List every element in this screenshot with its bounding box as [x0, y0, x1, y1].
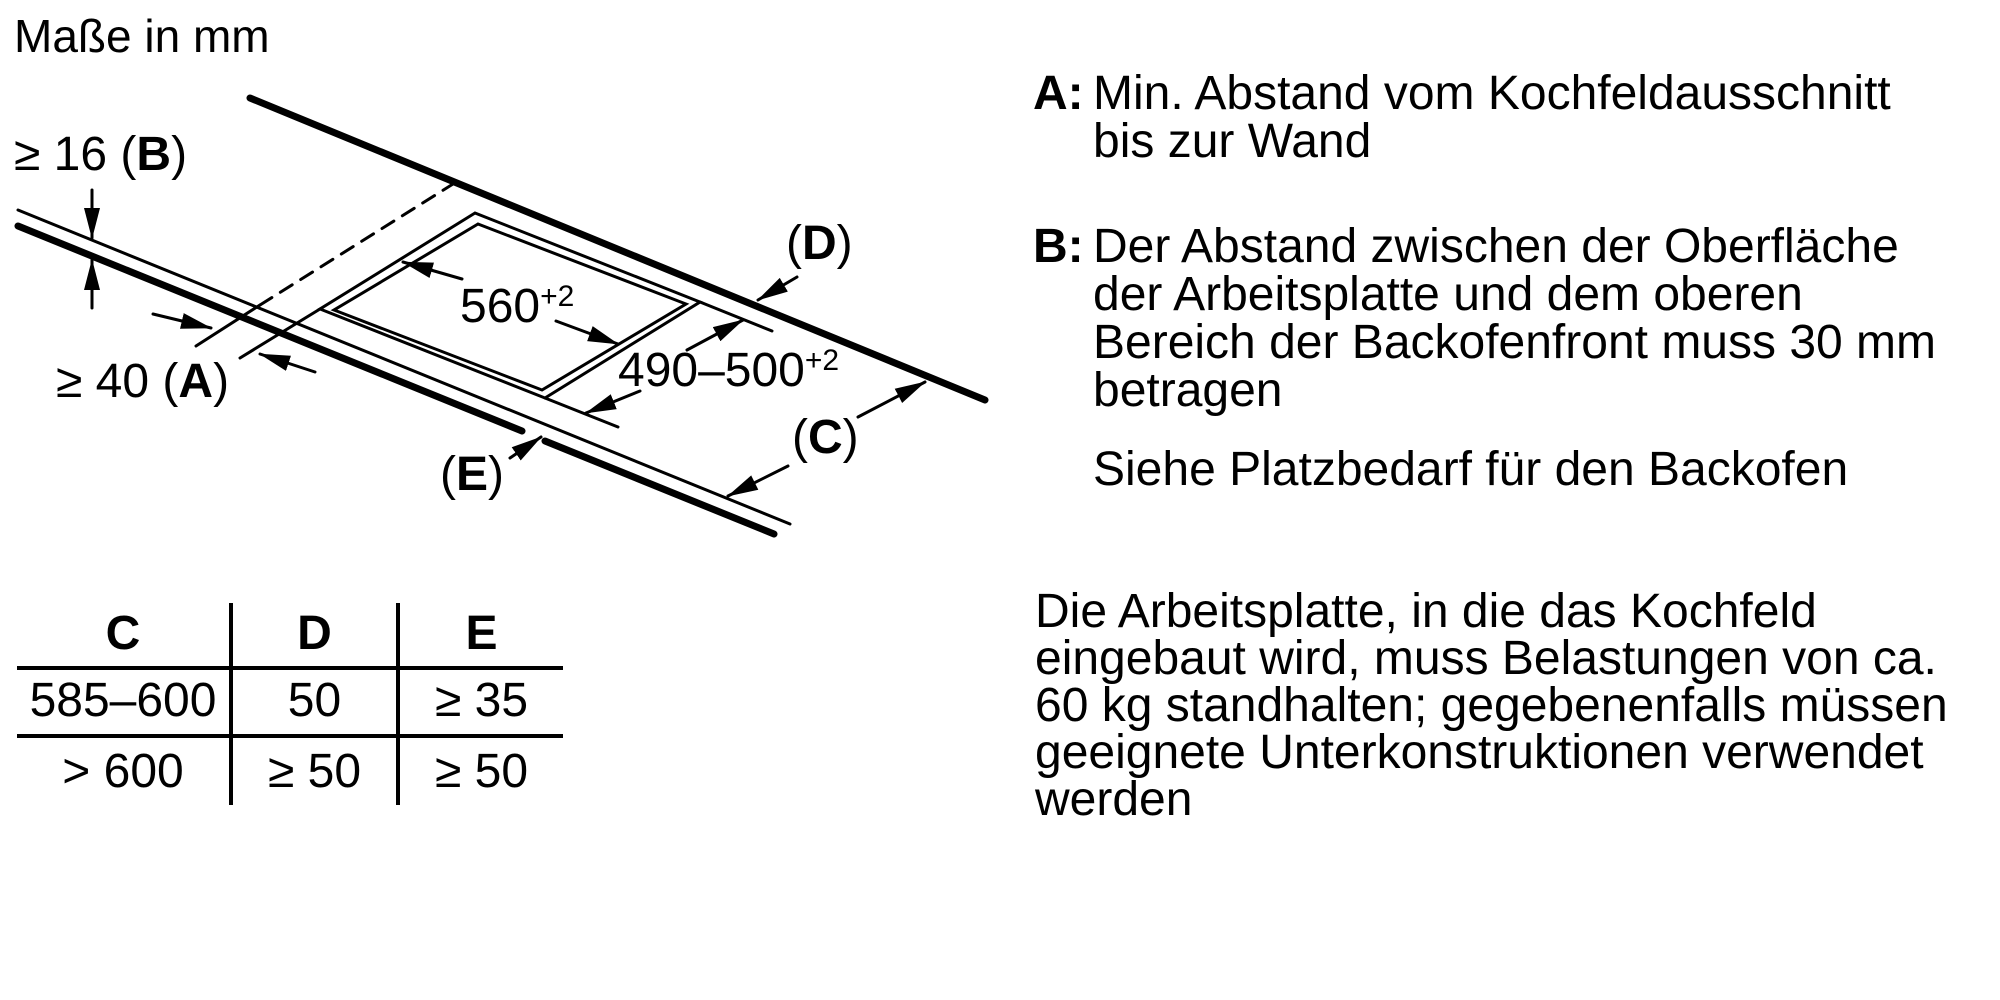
text-line: Der Abstand zwischen der Oberfläche [1093, 220, 1899, 273]
worktop-front-bottom-line-right [545, 441, 774, 534]
load-capacity-note [1035, 585, 1948, 826]
depth-label-letter: C [807, 411, 843, 464]
cutout-depth-tolerance: +2 [804, 344, 840, 377]
thickness-dim-suffix: ) [171, 128, 188, 181]
cutout-width-value: 560 [460, 280, 541, 333]
depth-label-prefix: ( [792, 411, 808, 464]
side-dim-suffix: ) [213, 355, 230, 408]
wall-label-leader-arrow [758, 277, 797, 300]
width-dim-arrow-left [403, 262, 462, 279]
side-dim-arrow-right [260, 354, 315, 372]
side-dim-prefix: ≥ 40 ( [56, 355, 179, 408]
front-label-suffix: ) [488, 448, 504, 501]
thickness-dim-label [14, 128, 188, 181]
side-dim-label [56, 355, 230, 408]
note-b-text [1093, 220, 1937, 417]
text-line: Bereich der Backofenfront muss 30 mm [1093, 316, 1937, 369]
worktop-depth-label [792, 411, 859, 464]
table-header-d: D [229, 603, 396, 670]
cutout-width-dimension [460, 280, 575, 337]
text-line: der Arbeitsplatte und dem oberen [1093, 268, 1803, 321]
thickness-dim-prefix: ≥ 16 ( [14, 128, 137, 181]
note-b [1033, 220, 1937, 417]
side-dim-letter: A [178, 355, 214, 408]
front-label-prefix: ( [440, 448, 456, 501]
note-a [1033, 67, 1891, 168]
front-distance-label [440, 448, 504, 501]
note-a-label: A: [1033, 67, 1084, 120]
text-line: Min. Abstand vom Kochfeldausschnitt [1093, 67, 1891, 120]
table-header-e: E [396, 603, 563, 670]
depth-dim-extension-lower [545, 398, 618, 427]
table-cell: 585–600 [17, 670, 229, 738]
depth-label-arrow-to-wall [858, 382, 925, 417]
table-cell: > 600 [62, 745, 184, 798]
cutout-depth-value: 490–500 [618, 344, 805, 397]
text-line: werden [1035, 773, 1193, 826]
wall-label-letter: D [801, 217, 837, 270]
wall-distance-label [786, 217, 853, 270]
table-cell: ≥ 50 [396, 738, 563, 805]
front-label-leader-arrow [510, 437, 541, 458]
note-b-label: B: [1033, 220, 1084, 273]
see-also-note: Siehe Platzbedarf für den Backofen [1093, 443, 1849, 496]
thickness-dim-letter: B [136, 128, 172, 181]
text-line: bis zur Wand [1093, 115, 1372, 168]
text-line: betragen [1093, 364, 1283, 417]
note-a-text [1093, 67, 1891, 168]
side-dim-arrow-left [153, 314, 211, 328]
wall-label-prefix: ( [786, 217, 802, 270]
table-cell: ≥ 35 [396, 670, 563, 738]
wall-label-suffix: ) [836, 217, 853, 270]
front-label-letter: E [455, 448, 488, 501]
depth-label-suffix: ) [842, 411, 859, 464]
text-line: Die Arbeitsplatte, in die das Kochfeld [1035, 585, 1817, 638]
table-cell: ≥ 50 [229, 738, 396, 805]
dimension-table [17, 603, 563, 805]
text-line: 60 kg standhalten; gegebenenfalls müssen [1035, 679, 1948, 732]
units-title: Maße in mm [14, 10, 270, 62]
cutout-width-tolerance: +2 [540, 280, 575, 313]
table-cell: 50 [229, 670, 396, 738]
text-line: geeignete Unterkonstruktionen verwendet [1035, 726, 1924, 779]
cutout-depth-dimension [618, 344, 840, 401]
depth-label-arrow-to-front [728, 466, 788, 496]
text-line: eingebaut wird, muss Belastungen von ca. [1035, 632, 1937, 685]
table-header-c: C [17, 603, 229, 670]
